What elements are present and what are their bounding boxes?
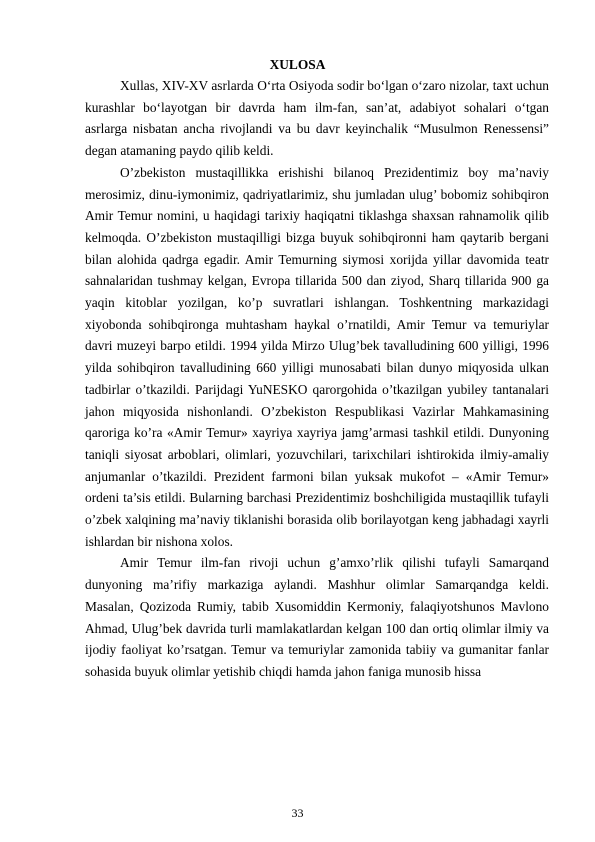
paragraph-independence: O’zbekiston mustaqillikka erishishi bilanoq Prezidentimiz boy ma’naviy merosimiz, dinu-iymonimiz, qadriyatlarimiz, shu jumladan ulug’ bobomiz sohibqiron Amir Temur nomini, u haqidagi tarixiy haqiqatni tiklashga shaxsan rahnamolik qilib kelmoqda. O’zbekiston mustaqilligi bizga buyuk sohibqironni ham qaytarib bergani bilan alohida qadrga egadir. Amir Temurning siymosi xorijda yillar davomida teatr sahnalaridan tushmay kelgan, Evropa tillarida 500 dan ziyod, Sharq tillarida 900 ga yaqin kitoblar yozilgan, ko’p suvratlari ishlangan. Toshkentning markazidagi xiyobonda sohibqironga muhtasham haykal o’rnatildi, Amir Temur va temuriylar davri muzeyi barpo etildi. 1994 yilda Mirzo Ulug’bek tavalludining 600 yilligi, 1996 yilda sohibqiron tavalludining 660 yilligi munosabati bilan dunyo miqyosida ulkan tadbirlar o’tkazildi. Parijdagi YuNESKO qarorgohida o’tkazilgan yubiley tantanalari jahon miqyosida nishonlandi. O’zbekiston Respublikasi Vazirlar Mahkamasining qaroriga ko’ra «Amir Temur» xayriya xayriya jamg’armasi tashkil etildi. Dunyoning taniqli siyosat arboblari, olimlari, yozuvchilari, tarixchilari ishtirokida ilmiy-amaliy anjumanlar o’tkazildi. Prezident farmoni bilan yuksak mukofot – «Amir Temur» ordeni ta’sis etildi. Bularning barchasi Prezidentimiz boshchiligida mustaqillik tufayli o’zbek xalqining ma’naviy tiklanishi borasida olib borilayotgan keng jabhadagi xayrli ishlardan bir nishona xolos. (85, 164, 549, 549)
paragraph-science: Amir Temur ilm-fan rivoji uchun g’amxo’rlik qilishi tufayli Samarqand dunyoning ma’rifiy markaziga aylandi. Mashhur olimlar Samarqandga keldi. Masalan, Qozizoda Rumiy, tabib Xusomiddin Kermoniy, falaqiyotshunos Mavlono Ahmad, Ulug’bek davrida turli mamlakatlardan kelgan 100 dan ortiq olimlar ilmiy va ijodiy faoliyat ko’rsatgan. Temur va temuriylar zamonida tabiiy va gumanitar fanlar sohasida buyuk olimlar yetishib chiqdi hamda jahon faniga munosib hissa (85, 555, 549, 679)
page-title: XULOSA (269, 57, 326, 72)
paragraph-intro: Xullas, XIV-XV asrlarda O‘rta Osiyoda sodir bo‘lgan o‘zaro nizolar, taxt uchun kurashlar bo‘layotgan bir davrda ham ilm-fan, san’at, adabiyot sohalari o‘tgan asrlarga nisbatan ancha rivojlandi va bu davr keyinchalik “Musulmon Renessensi” degan atamaning paydo qilib keldi. (85, 78, 549, 159)
page-number: 33 (291, 806, 304, 820)
document-body (85, 75, 549, 683)
